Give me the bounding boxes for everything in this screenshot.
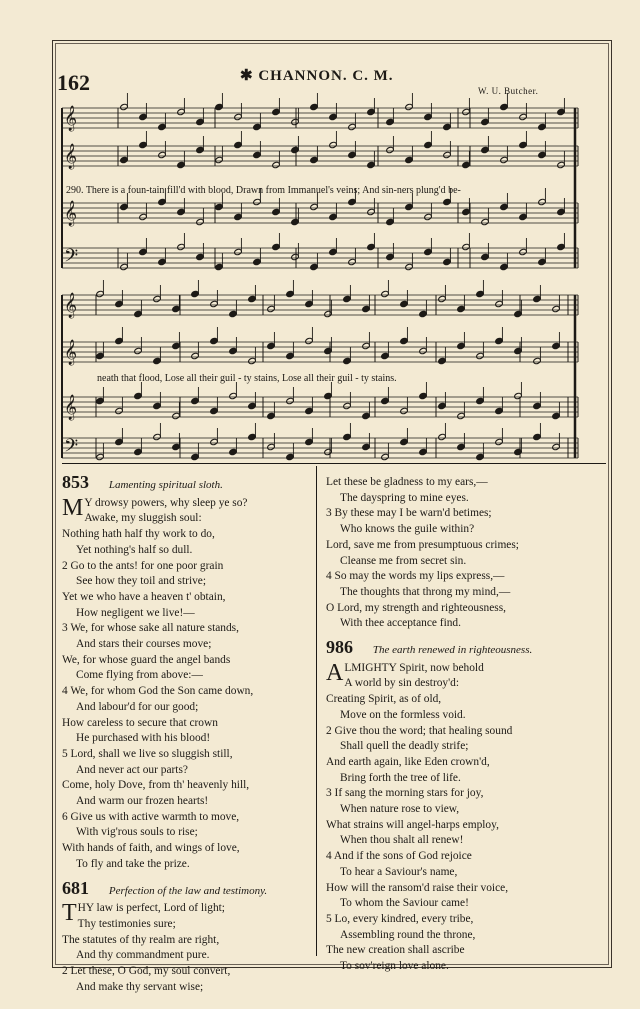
bass-clef-icon: 𝄢: [64, 436, 79, 461]
verse-line: O Lord, my strength and righteousness,: [326, 601, 507, 614]
verse-line: 4 And if the sons of God rejoice: [326, 850, 472, 863]
verse-line: Creating Spirit, as of old,: [326, 693, 442, 706]
verse-line: He purchased with his blood!: [76, 732, 211, 745]
verse-line: And labour'd for our good;: [76, 700, 199, 713]
hymn-number: 853: [62, 472, 89, 492]
page-number: 162: [57, 70, 90, 95]
verse-line: Yet we who have a heaven t' obtain,: [62, 590, 226, 603]
verse-line: Cleanse me from secret sin.: [340, 554, 467, 567]
hymn-853-text: [62, 496, 312, 873]
drop-cap: A: [326, 659, 344, 686]
bass-clef-icon: 𝄢: [64, 246, 79, 271]
hymn-title: Perfection of the law and testimony.: [108, 884, 268, 897]
verse-line: Awake, my sluggish soul:: [84, 512, 202, 525]
verse-line: 6 Give us with active warmth to move,: [62, 810, 240, 823]
verse-line: 2 Go to the ants! for one poor grain: [62, 559, 224, 572]
verse-line: Shall quell the deadly strife;: [340, 740, 469, 753]
lyric-line-2: neath that flood, Lose all their guil - ty stains, Lose all their guil - ty stains.: [97, 373, 397, 384]
verse-line: With hands of faith, and wings of love,: [62, 842, 240, 855]
verse-line: When thou shalt all renew!: [340, 834, 464, 847]
verse-line: With vig'rous souls to rise;: [76, 826, 198, 839]
verse-line: 5 Lord, shall we live so sluggish still,: [62, 747, 233, 760]
hymn-986-header: [326, 637, 606, 659]
verse-line: 3 By these may I be warn'd betimes;: [326, 507, 492, 520]
hymn-986-text: [326, 661, 606, 975]
hymn-number: 986: [326, 637, 353, 658]
verse-line: Come, holy Dove, from th' heavenly hill,: [62, 779, 250, 792]
verse-line: Move on the formless void.: [340, 708, 466, 721]
column-divider: [316, 466, 317, 956]
verse-line: 2 Let these, O God, my soul convert,: [62, 965, 231, 978]
verse-line: The statutes of thy realm are right,: [62, 933, 220, 946]
verse-line: What strains will angel-harps employ,: [326, 818, 499, 831]
verse-line: How negligent we live!—: [76, 606, 195, 619]
treble-clef-icon: 𝄞: [64, 106, 78, 131]
lyric-line-1: 290. There is a foun-tain fill'd with blood, Drawn from Immanuel's veins; And sin-ners plung'd be-: [66, 185, 461, 196]
verse-line: With thee acceptance find.: [340, 617, 461, 630]
verse-line: LMIGHTY Spirit, now behold: [344, 661, 484, 674]
verse-line: A world by sin destroy'd:: [344, 677, 460, 690]
verse-line: The dayspring to mine eyes.: [340, 491, 469, 504]
hymn-number: 681: [62, 877, 89, 898]
verse-line: Yet nothing's half so dull.: [76, 543, 193, 556]
treble-clef-icon: 𝄞: [64, 340, 78, 365]
right-column: [326, 475, 606, 975]
verse-line: 2 Give thou the word; that healing sound: [326, 724, 513, 737]
verse-line: The new creation shall ascribe: [326, 944, 465, 957]
verse-line: And never act our parts?: [76, 763, 188, 776]
verse-line: Come flying from above:—: [76, 669, 203, 682]
verse-line: We, for whose guard the angel bands: [62, 653, 231, 666]
verse-line: How careless to secure that crown: [62, 716, 218, 729]
treble-clef-icon: 𝄞: [64, 293, 78, 318]
verse-line: Let these be gladness to my ears,—: [326, 476, 488, 488]
verse-line: Thy testimonies sure;: [77, 917, 176, 930]
verse-line: 3 If sang the morning stars for joy,: [326, 787, 484, 800]
verse-line: 4 So may the words my lips express,—: [326, 570, 505, 583]
hymn-title: The earth renewed in righteousness.: [372, 644, 533, 657]
verse-line: Nothing hath half thy work to do,: [62, 528, 215, 541]
verse-line: Y drowsy powers, why sleep ye so?: [84, 496, 248, 509]
verse-line: Lord, save me from presumptuous crimes;: [326, 538, 519, 551]
hymn-853-header: [62, 472, 312, 494]
verse-line: And make thy servant wise;: [76, 980, 204, 993]
verse-line: Bring forth the tree of life.: [340, 771, 461, 784]
verse-line: And thy commandment pure.: [76, 949, 210, 962]
verse-line: And warm our frozen hearts!: [76, 795, 209, 808]
left-column: [62, 472, 312, 996]
verse-line: To sov'reign love alone.: [340, 960, 449, 973]
verse-line: See how they toil and strive;: [76, 575, 207, 588]
tune-title: ✱ CHANNON. C. M.: [240, 68, 394, 84]
verse-line: And earth again, like Eden crown'd,: [326, 755, 490, 768]
verse-line: Who knows the guile within?: [340, 523, 475, 536]
verse-line: How will the ransom'd raise their voice,: [326, 881, 509, 894]
treble-clef-icon: 𝄞: [64, 395, 78, 420]
verse-line: To hear a Saviour's name,: [340, 865, 458, 878]
hymn-681-text: [62, 901, 312, 995]
verse-line: HY law is perfect, Lord of light;: [77, 902, 225, 915]
hymn-title: Lamenting spiritual sloth.: [108, 479, 223, 491]
composer-credit: W. U. Butcher.: [478, 86, 539, 96]
treble-clef-icon: 𝄞: [64, 201, 78, 226]
verse-line: When nature rose to view,: [340, 803, 460, 816]
verse-line: 5 Lo, every kindred, every tribe,: [326, 912, 474, 925]
verse-line: Assembling round the throne,: [340, 928, 476, 941]
verse-line: 3 We, for whose sake all nature stands,: [62, 622, 239, 635]
verse-line: The thoughts that throng my mind,—: [340, 585, 511, 598]
section-divider: [62, 463, 606, 464]
verse-line: To whom the Saviour came!: [340, 897, 469, 910]
verse-line: To fly and take the prize.: [76, 857, 190, 870]
music-score: [0, 0, 640, 470]
drop-cap: M: [62, 494, 84, 521]
verse-line: 4 We, for whom God the Son came down,: [62, 685, 254, 698]
hymn-681-continued: [326, 475, 606, 632]
drop-cap: T: [62, 900, 77, 927]
treble-clef-icon: 𝄞: [64, 144, 78, 169]
verse-line: And stars their courses move;: [76, 638, 212, 651]
hymn-681-header: [62, 877, 312, 900]
